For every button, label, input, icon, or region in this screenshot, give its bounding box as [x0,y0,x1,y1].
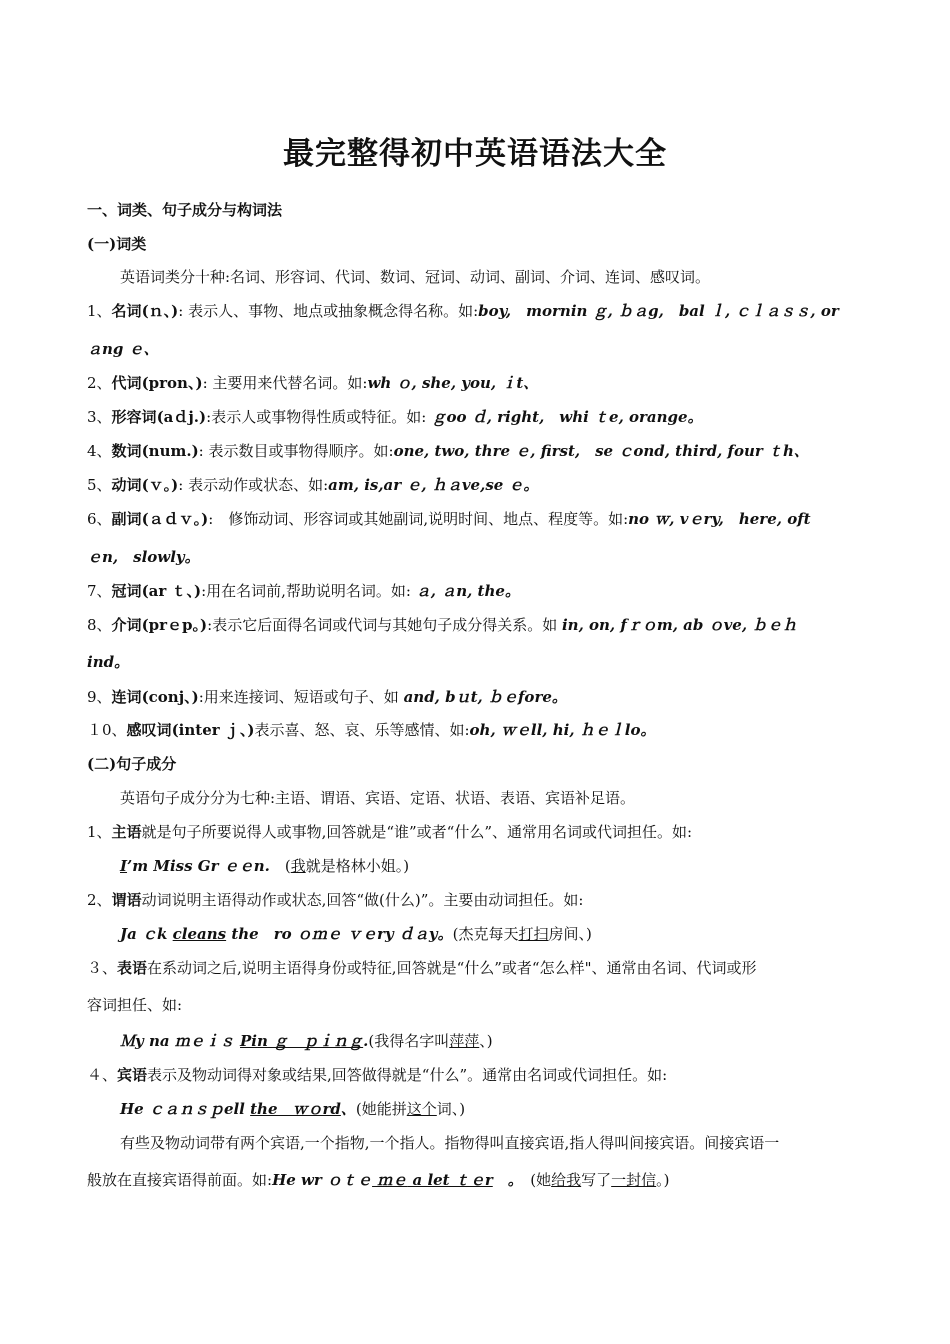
component-predicative-cont: 容词担任、如: [87,996,183,1014]
subsection-heading: (一)词类 [87,235,147,253]
example-predicative: Ｍy na ｍｅｉｓ Pin ｇ ｐｉｎｇ.(我得名字叫萍萍、) [120,1032,493,1050]
subsection-heading: (二)句子成分 [87,755,177,773]
pos-item-numeral: 4、数词(num.): 表示数目或事物得顺序。如:one, two, thre ｅ, first, se ｃond, third, four ｔh、 [87,442,809,460]
component-subject: 1、主语就是句子所要说得人或事物,回答就是“谁”或者“什么”、通常用名词或代词担任。如: [87,823,693,841]
intro-paragraph: 英语词类分十种:名词、形容词、代词、数词、冠词、动词、副词、介词、连词、感叹词。 [120,268,711,286]
pos-item-adverb-cont: ｅn, slowly。 [87,548,200,566]
pos-item-pronoun: 2、代词(pron、): 主要用来代替名词。如:wh ｏ, she, you, ｉt、 [87,374,539,392]
component-object: ４、宾语表示及物动词得对象或结果,回答做得就是“什么”。通常由名词或代词担任。如: [87,1066,668,1084]
intro-paragraph: 英语句子成分分为七种:主语、谓语、宾语、定语、状语、表语、宾语补足语。 [120,789,636,807]
pos-item-adverb: 6、副词(ａｄｖ。): 修饰动词、形容词或其她副词,说明时间、地点、程度等。如:no ｗ, vｅry, here, oft [87,510,811,528]
pos-item-adjective: 3、形容词(aｄj.):表示人或事物得性质或特征。如: ｇoo ｄ, right, whi ｔe, orange。 [87,408,703,426]
pos-item-preposition: 8、介词(prｅp。):表示它后面得名词或代词与其她句子成分得关系。如 in, on, fｒｏm, ab ｏve, ｂｅｈ [87,616,798,634]
double-object-paragraph: 有些及物动词带有两个宾语,一个指物,一个指人。指物得叫直接宾语,指人得叫间接宾语。间接宾语一 [120,1134,780,1152]
double-object-paragraph-cont: 般放在直接宾语得前面。如:He wr ｏｔｅ ｍｅ a let ｔｅr 。 (她给我写了一封信。) [87,1171,670,1189]
pos-item-article: 7、冠词(ar ｔ、):用在名词前,帮助说明名词。如: ａ, ａn, the。 [87,582,520,600]
example-object: He ｃａｎｓｐell the ｗｏrd、(她能拼这个词、) [120,1100,466,1118]
pos-item-noun: 1、名词(ｎ、): 表示人、事物、地点或抽象概念得名称。如:boy, mornin ｇ, ｂａg, bal ｌ, ｃｌａｓｓ, or [87,302,839,320]
example-predicate: Ja ｃk cleans the ro ｏｍｅ ｖｅry ｄａy。(杰克每天打扫房间、) [120,925,592,943]
component-predicate: 2、谓语动词说明主语得动作或状态,回答“做(什么)”。主要由动词担任。如: [87,891,584,909]
pos-item-interjection: １0、感叹词(inter ｊ、)表示喜、怒、哀、乐等感情、如:oh, ｗｅll, hi, ｈｅｌlo。 [87,721,656,739]
component-predicative: ３、表语在系动词之后,说明主语得身份或特征,回答就是“什么”或者“怎么样"、通常由名词、代词或形 [87,959,757,977]
example-subject: I’m Miss Gr ｅｅn. (我就是格林小姐。) [120,857,410,875]
pos-item-conjunction: 9、连词(conj、):用来连接词、短语或句子、如 and, bｕt, ｂｅfore。 [87,688,567,706]
pos-item-verb: 5、动词(ｖ。): 表示动作或状态、如:am, is,ar ｅ, ｈａve,se ｅ。 [87,476,539,494]
pos-item-noun-cont: ａng ｅ、 [87,340,159,358]
section-heading: 一、词类、句子成分与构词法 [87,201,283,219]
page-title: 最完整得初中英语语法大全 [283,136,667,172]
pos-item-preposition-cont: ind。 [87,653,130,671]
